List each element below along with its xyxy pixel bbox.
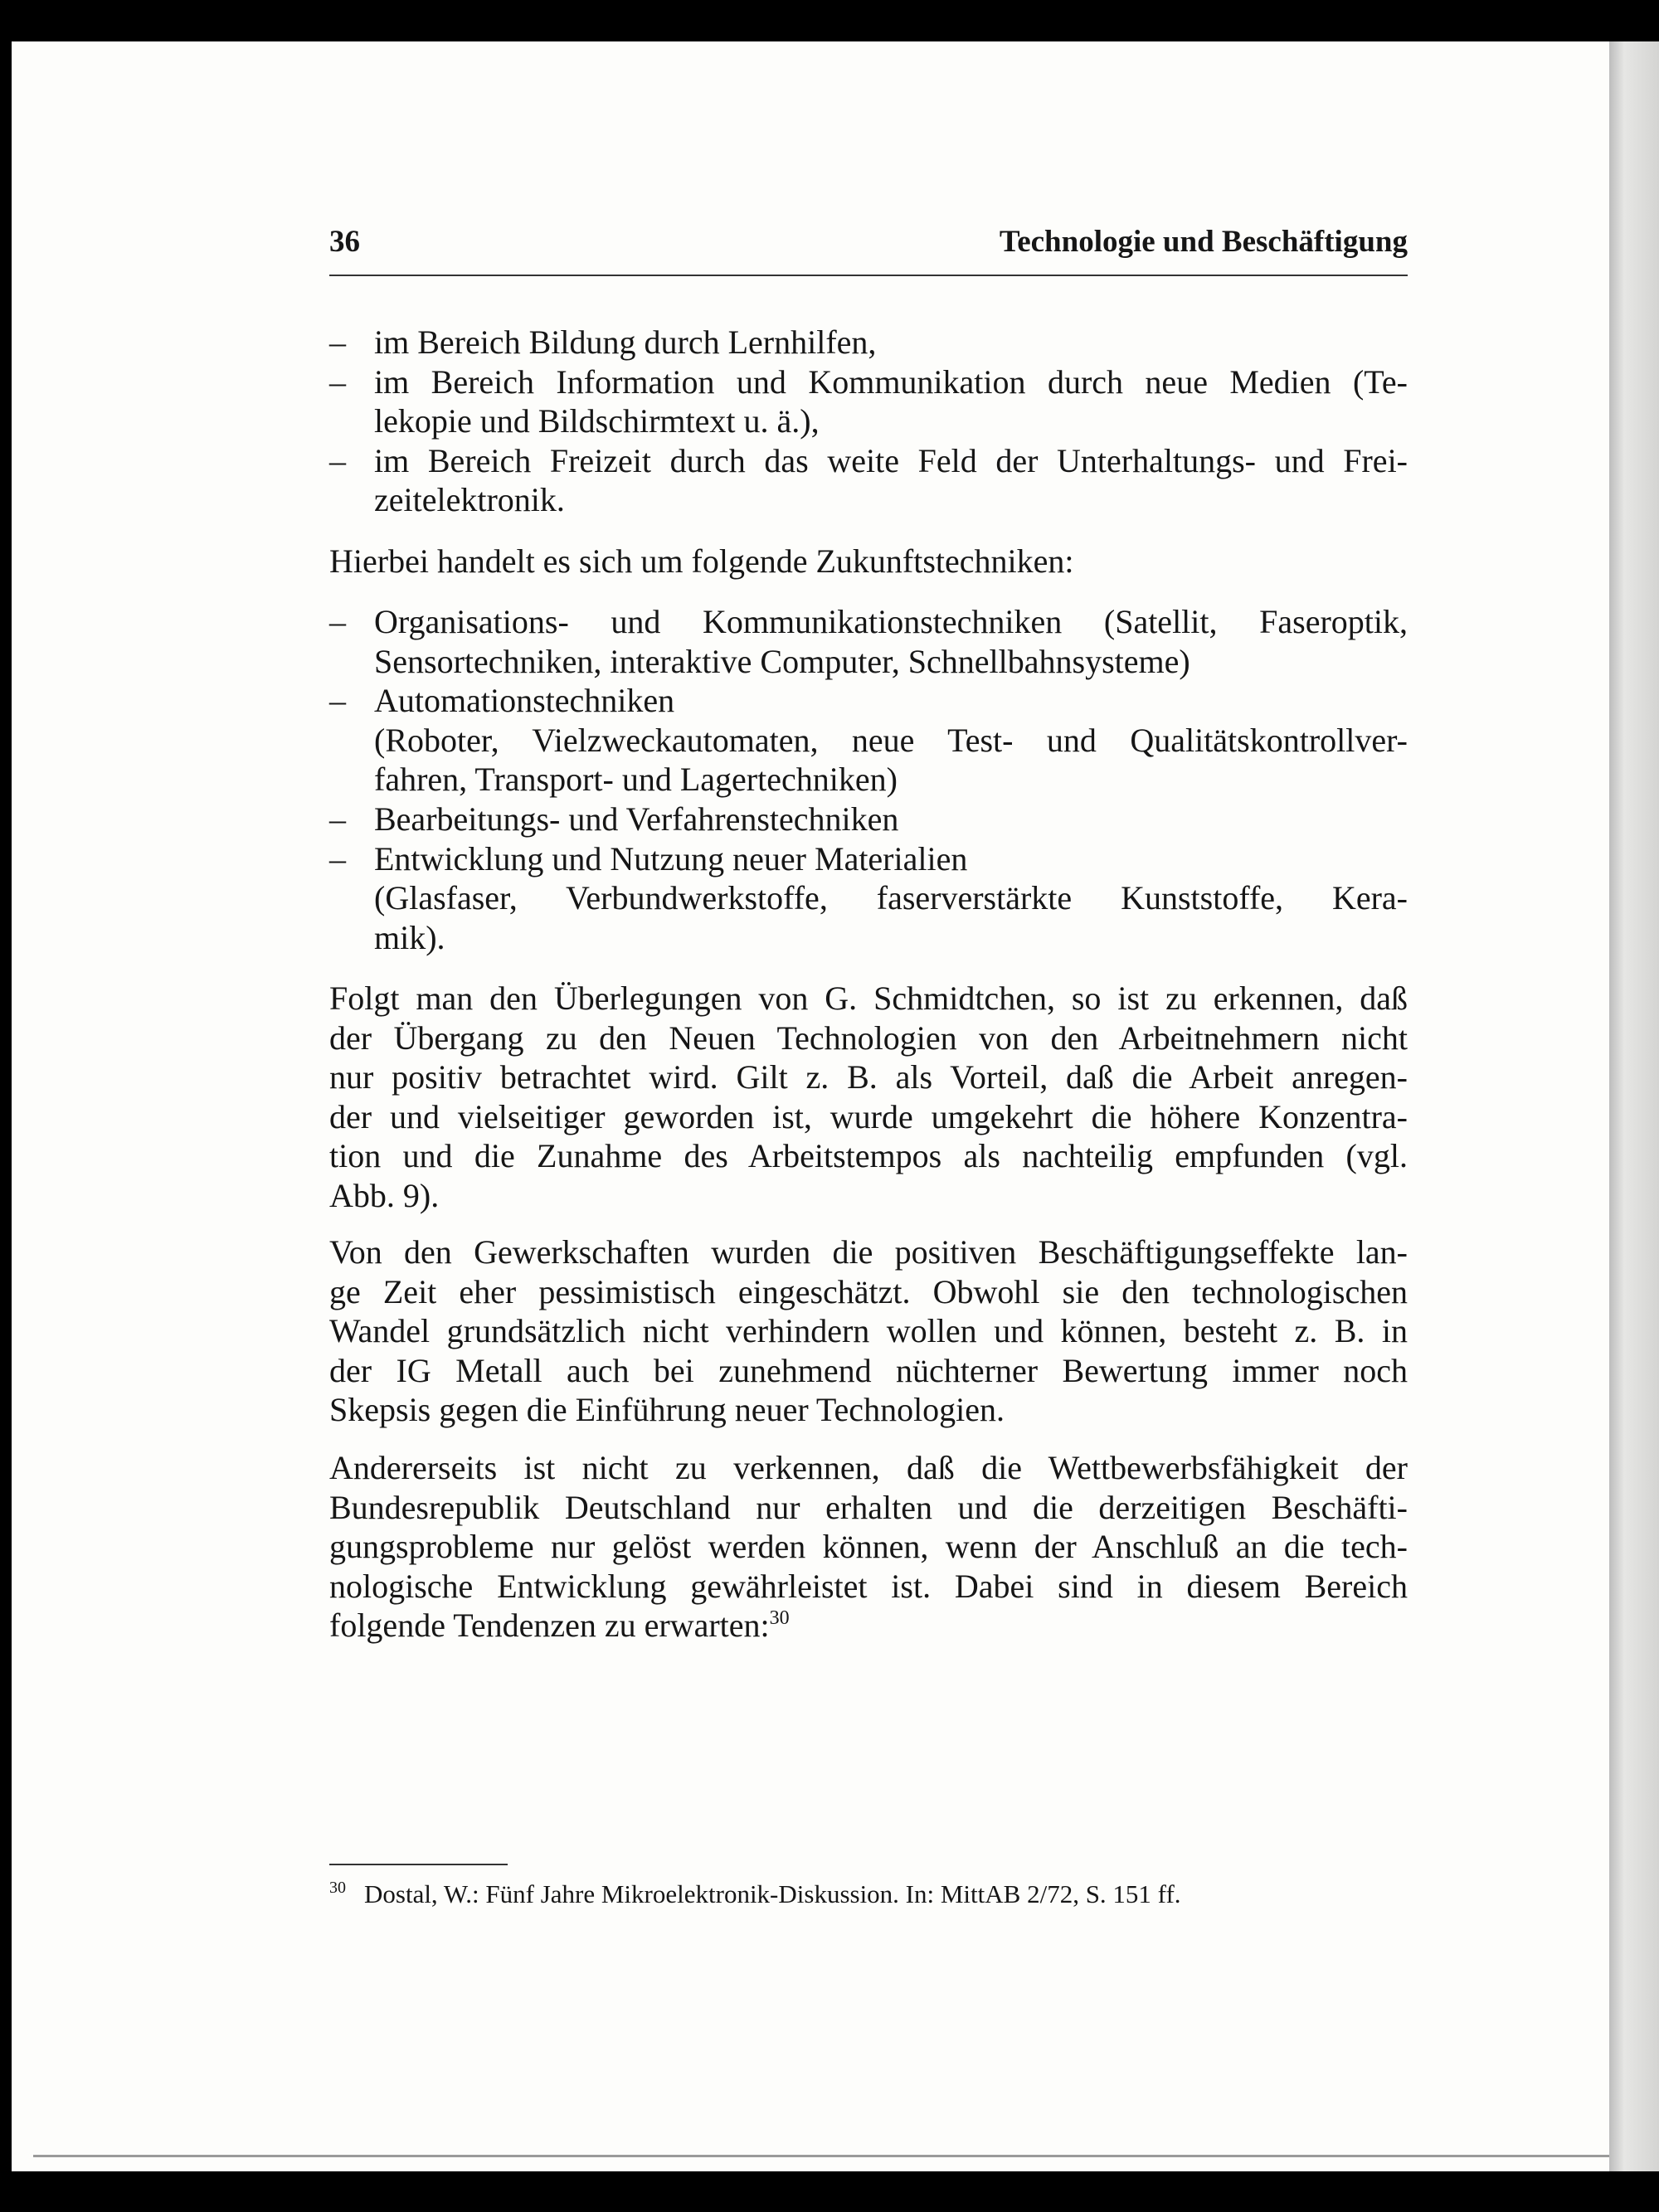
text-line [374,401,1408,441]
line-text: Hierbei handelt es sich um folgende Zukunftstechniken: [329,542,1074,580]
text-line [329,1097,1408,1137]
text-line [374,721,1408,761]
line-text: lekopie und Bildschirmtext u. ä.), [374,402,820,440]
line-text: zeitelektronik. [374,481,565,519]
line-text: Automationstechniken [374,682,675,720]
line-text: gungsprobleme nur gelöst werden können, wenn der Anschluß an die tech- [329,1528,1408,1566]
page-number: 36 [329,225,360,259]
line-text: Andererseits ist nicht zu verkennen, daß die Wettbewerbsfähigkeit der [329,1449,1408,1486]
text-line [329,1272,1408,1312]
line-text: ge Zeit eher pessimistisch eingeschätzt. Obwohl sie den technologischen [329,1272,1408,1310]
text-line [329,1488,1408,1528]
text-line [329,1311,1408,1351]
line-text: der IG Metall auch bei zunehmend nüchterner Bewertung immer noch [329,1351,1408,1389]
text-line [374,878,1408,918]
line-text: im Bereich Information und Kommunikation durch neue Medien (Te- [374,362,1408,401]
dash-marker: – [329,839,346,878]
text-line [329,1527,1408,1567]
line-text: mik). [374,918,445,956]
text-line [374,602,1408,642]
list-item [329,441,1408,520]
line-text: im Bereich Bildung durch Lernhilfen, [374,323,877,361]
line-text: Entwicklung und Nutzung neuer Materialien [374,839,968,878]
line-text: Wandel grundsätzlich nicht verhindern wollen und können, besteht z. B. in [329,1312,1408,1350]
paragraph [329,542,1408,581]
line-text: nologische Entwicklung gewährleistet ist. Dabei sind in diesem Bereich [329,1567,1408,1605]
line-text: der und vielseitiger geworden ist, wurde umgekehrt die höhere Konzentra- [329,1097,1408,1135]
paragraph [329,1448,1408,1646]
bullet-list [329,602,1408,957]
running-title: Technologie und Beschäftigung [999,225,1408,259]
text-line [329,1176,1408,1216]
footnote-number: 30 [329,1879,346,1897]
line-text: Skepsis gegen die Einführung neuer Technologien. [329,1391,1005,1429]
text-line [329,1390,1408,1430]
line-text: fahren, Transport- und Lagertechniken) [374,761,898,799]
text-line [374,681,1408,721]
text-line [374,800,1408,839]
line-text: (Roboter, Vielzweckautomaten, neue Test- und Qualitätskontrollver- [374,721,1408,759]
list-item [329,800,1408,839]
text-line [329,1448,1408,1488]
text-line [329,1057,1408,1097]
list-item [329,839,1408,958]
dash-marker: – [329,603,346,640]
line-text: Von den Gewerkschaften wurden die positiven Beschäftigungseffekte lan- [329,1233,1408,1271]
text-line [329,1351,1408,1391]
text-line [374,441,1408,481]
footnote-reference: 30 [769,1607,790,1630]
line-text: Folgt man den Überlegungen von G. Schmidtchen, so ist zu erkennen, daß [329,980,1408,1017]
text-line [329,1606,1408,1646]
paragraph [329,979,1408,1216]
text-line [374,362,1408,402]
line-text: im Bereich Freizeit durch das weite Feld der Unterhaltungs- und Frei- [374,441,1408,479]
line-text: nur positiv betrachtet wird. Gilt z. B. als Vorteil, daß die Arbeit anregen- [329,1058,1408,1096]
text-line [329,1567,1408,1607]
line-text: (Glasfaser, Verbundwerkstoffe, faserverstärkte Kunststoffe, Kera- [374,879,1408,917]
list-item [329,362,1408,441]
text-line [374,480,1408,520]
dash-marker: – [329,323,346,361]
list-item [329,681,1408,800]
dash-marker: – [329,800,346,838]
bullet-list [329,323,1408,520]
dash-marker: – [329,682,346,720]
dash-marker: – [329,362,346,401]
text-line [374,642,1408,682]
footnote-rule [329,1864,508,1865]
line-text: tion und die Zunahme des Arbeitstempos als nachteilig empfunden (vgl. [329,1137,1408,1175]
line-text: der Übergang zu den Neuen Technologien von den Arbeitnehmern nicht [329,1018,1408,1057]
page-edge [1609,41,1659,2171]
list-item [329,323,1408,362]
line-text: Abb. 9). [329,1176,440,1214]
line-text: Organisations- und Kommunikationstechniken (Satellit, Faseroptik, [374,603,1408,640]
dash-marker: – [329,441,346,479]
line-text: folgende Tendenzen zu erwarten: [329,1607,770,1645]
line-text: Bearbeitungs- und Verfahrenstechniken [374,800,899,838]
text-line [329,1018,1408,1058]
page-bottom-edge [33,2155,1609,2157]
text-line [374,839,1408,879]
text-line [329,979,1408,1018]
paragraph [329,1232,1408,1430]
list-item [329,602,1408,681]
header-rule [329,275,1408,276]
text-line [374,760,1408,800]
line-text: Sensortechniken, interaktive Computer, Schnellbahnsysteme) [374,642,1190,680]
text-line [374,323,1408,362]
text-line [329,1232,1408,1272]
footnote-text: Dostal, W.: Fünf Jahre Mikroelektronik-Diskussion. In: MittAB 2/72, S. 151 ff. [364,1879,1181,1908]
footnote [329,1878,1181,1911]
line-text: Bundesrepublik Deutschland nur erhalten und die derzeitigen Beschäfti- [329,1488,1408,1526]
text-line [329,542,1408,581]
text-line [374,918,1408,958]
text-line [329,1136,1408,1176]
